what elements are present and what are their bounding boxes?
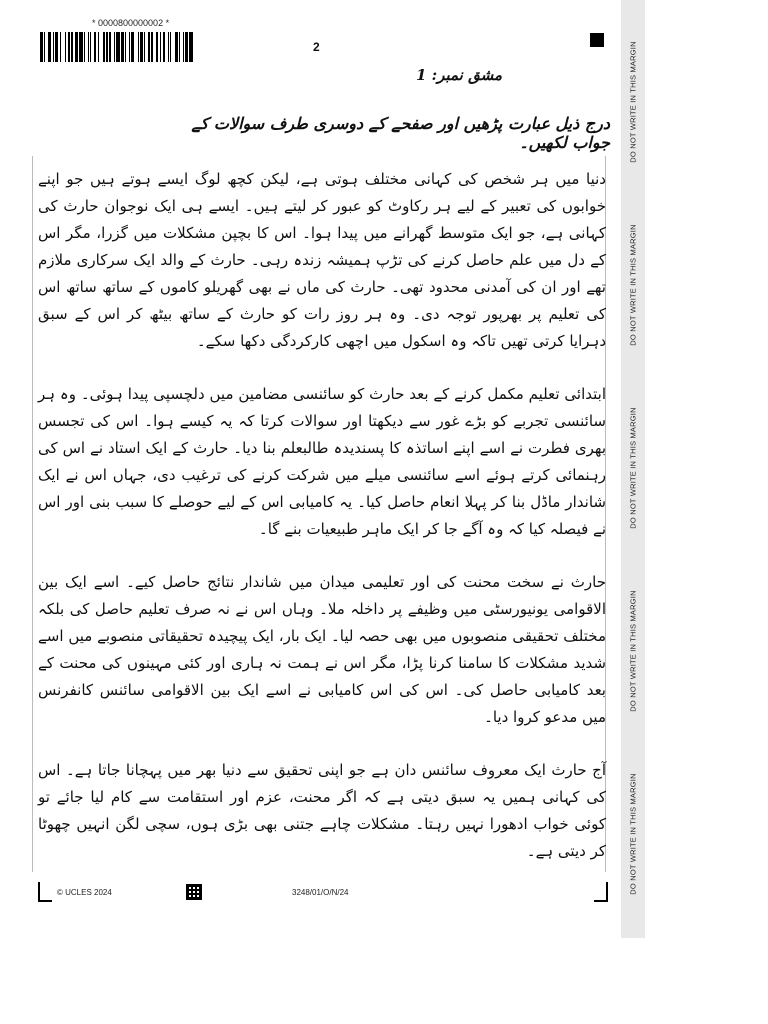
registration-mark [590,33,604,47]
footer-right-corner-mark [594,882,608,902]
passage-paragraph: حارث نے سخت محنت کی اور تعلیمی میدان میں شاندار نتائج حاصل کیے۔ اسے ایک بین الاقوامی یونیورسٹی میں وظیفے پر داخلہ ملا۔ وہاں اس نے نہ صرف تعلیم حاصل کی بلکہ مختلف تحقیقی منصوبوں میں بھی حصہ لیا۔ ایک بار، ایک پیچیدہ تحقیقاتی منصوبے میں اسے شدید مشکلات کا سامنا کرنا پڑا، مگر اس نے ہمت نہ ہاری اور کئی مہینوں کی محنت کے بعد کامیابی حاصل کی۔ اس کی اس کامیابی نے اسے ایک بین الاقوامی سائنس کانفرنس میں مدعو کروا دیا۔ [38,573,606,726]
qr-code-icon [186,884,202,900]
passage [38,166,606,891]
instruction: درج ذیل عبارت پڑھیں اور صفحے کے دوسری طرف سوالات کے جواب لکھیں۔ [191,114,610,152]
exercise-title: مشق نمبر: 1 [416,66,502,84]
barcode-number: * 0000800000002 * [92,18,170,28]
footer-paper-code: 3248/01/O/N/24 [292,888,349,897]
passage-paragraph: ابتدائی تعلیم مکمل کرنے کے بعد حارث کو سائنسی مضامین میں دلچسپی پیدا ہوئی۔ وہ ہر سائنسی تجربے کو بڑے غور سے دیکھتا اور سوالات کرتا کہ یہ کیسے ہوا۔ اس کی تجسس بھری فطرت نے اسے اپنے اساتذہ کا پسندیدہ طالبعلم بنا دیا۔ حارث کے ایک استاد نے اس کی رہنمائی کرتے ہوئے اسے سائنسی میلے میں شرکت کرنے کی ترغیب دی، جہاں اس نے ایک شاندار ماڈل بنا کر پہلا انعام حاصل کیا۔ یہ کامیابی اس کے لیے حوصلے کا سبب بنی اور اس نے فیصلہ کیا کہ وہ آگے جا کر ایک ماہر طبیعیات بنے گا۔ [38,385,607,538]
passage-paragraph: دنیا میں ہر شخص کی کہانی مختلف ہوتی ہے، لیکن کچھ لوگ ایسے ہوتے ہیں جو اپنے خوابوں کی تعبیر کے لیے ہر رکاوٹ کو عبور کر لیتے ہیں۔ ایسے ہی ایک نوجوان حارث کی کہانی ہے، جو ایک متوسط گھرانے میں پیدا ہوا۔ اس کا بچپن مشکلات میں گزرا، مگر اس کے دل میں علم حاصل کرنے کی تڑپ ہمیشہ زندہ رہی۔ حارث کے والد ایک سرکاری ملازم تھے اور ان کی آمدنی محدود تھی۔ حارث کی ماں نے بھی گھریلو کاموں کے ساتھ ساتھ اس کی تعلیم پر بھرپور توجہ دی۔ وہ ہر روز رات کو حارث کے ساتھ بیٹھ کر اس کے سبق دہرایا کرتی تھیں تاکہ وہ اسکول میں اچھی کارکردگی دکھا سکے۔ [38,170,606,350]
passage-paragraph: آج حارث ایک معروف سائنس دان ہے جو اپنی تحقیق سے دنیا بھر میں پہچانا جاتا ہے۔ اس کی کہانی ہمیں یہ سبق دیتی ہے کہ اگر محنت، عزم اور استقامت سے کام لیا جائے تو کوئی خواب ادھورا نہیں رہتا۔ مشکلات چاہے جتنی بھی بڑی ہوں، سچی لگن انہیں چھوٹا کر دیتی ہے۔ [38,761,606,860]
barcode [40,32,270,62]
footer-copyright: © UCLES 2024 [57,888,112,897]
page-number: 2 [313,40,320,54]
footer-left-corner-mark [38,882,52,902]
